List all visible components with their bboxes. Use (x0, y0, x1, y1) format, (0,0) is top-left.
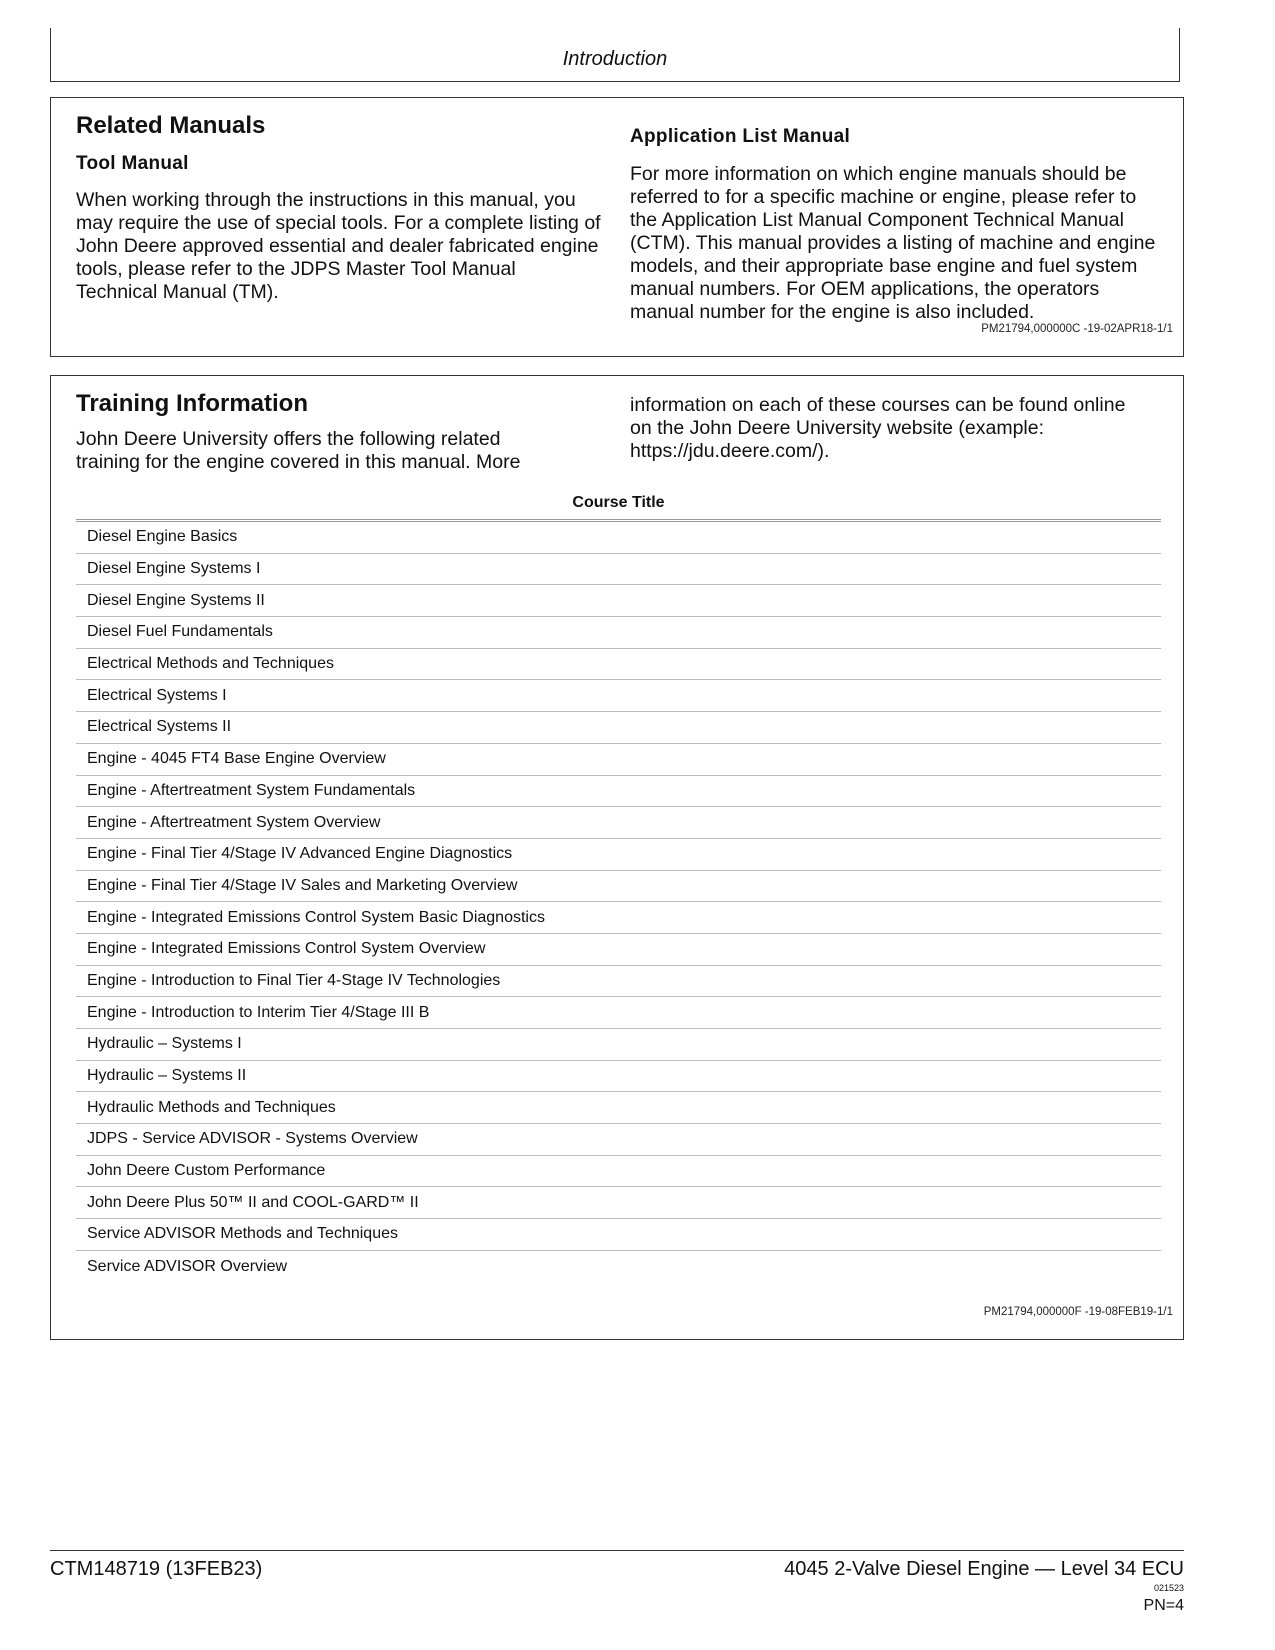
footer-page-number: PN=4 (1143, 1597, 1184, 1614)
table-row: Engine - Aftertreatment System Fundamentals (76, 776, 1161, 808)
header-title: Introduction (562, 48, 668, 70)
application-list-heading: Application List Manual (630, 126, 851, 147)
course-table-header: Course Title (572, 494, 665, 511)
training-heading: Training Information (76, 390, 308, 417)
table-row: Engine - Final Tier 4/Stage IV Advanced Engine Diagnostics (76, 839, 1161, 871)
related-right-column (630, 126, 1160, 324)
table-row: Engine - Introduction to Interim Tier 4/Stage III B (76, 997, 1161, 1029)
footer-rule (50, 1550, 1184, 1551)
footer-code: 021523 (1153, 1583, 1184, 1593)
related-left-column (76, 112, 601, 304)
table-row: John Deere Custom Performance (76, 1156, 1161, 1188)
table-row: Diesel Engine Systems I (76, 554, 1161, 586)
table-row: Electrical Methods and Techniques (76, 649, 1161, 681)
reference-code: PM21794,000000C -19-02APR18-1/1 (981, 323, 1173, 335)
table-row: Diesel Fuel Fundamentals (76, 617, 1161, 649)
footer-doc-title: 4045 2-Valve Diesel Engine — Level 34 ECU (784, 1558, 1184, 1580)
table-row: JDPS - Service ADVISOR - Systems Overview (76, 1124, 1161, 1156)
related-manuals-heading: Related Manuals (76, 112, 266, 139)
related-manuals-section (50, 97, 1184, 357)
footer-doc-id: CTM148719 (13FEB23) (50, 1558, 263, 1580)
training-left-column (76, 390, 601, 474)
table-row: Diesel Engine Basics (76, 522, 1161, 554)
table-row: Diesel Engine Systems II (76, 585, 1161, 617)
training-body-left: John Deere University offers the following related training for the engine covered in this manual. More (76, 428, 521, 473)
table-row: Hydraulic – Systems I (76, 1029, 1161, 1061)
training-information-section (50, 375, 1184, 1340)
application-list-body: For more information on which engine manuals should be referred to for a specific machine or engine, please refer to the Application List Manual Component Technical Manual (CTM). This manual provides a listing of machine and engine models, and their appropriate base engine and fuel system manual numbers. For OEM applications, the operators manual number for the engine is also included. (630, 163, 1156, 323)
table-row: Engine - Integrated Emissions Control System Overview (76, 934, 1161, 966)
page-header (50, 28, 1180, 82)
training-right-column (630, 394, 1160, 463)
table-row: Engine - Aftertreatment System Overview (76, 807, 1161, 839)
table-row: Hydraulic – Systems II (76, 1061, 1161, 1093)
table-row: Electrical Systems I (76, 680, 1161, 712)
training-body-right: information on each of these courses can be found online on the John Deere University website (example: https://jdu.deere.com/). (630, 394, 1126, 462)
table-row: Electrical Systems II (76, 712, 1161, 744)
table-row: John Deere Plus 50™ II and COOL-GARD™ II (76, 1187, 1161, 1219)
reference-code: PM21794,000000F -19-08FEB19-1/1 (983, 1306, 1173, 1318)
tool-manual-heading: Tool Manual (76, 153, 189, 174)
table-row: Service ADVISOR Methods and Techniques (76, 1219, 1161, 1251)
table-row: Engine - Introduction to Final Tier 4-Stage IV Technologies (76, 966, 1161, 998)
course-table (76, 522, 1161, 1283)
table-row: Engine - Integrated Emissions Control System Basic Diagnostics (76, 902, 1161, 934)
tool-manual-body: When working through the instructions in this manual, you may require the use of special tools. For a complete listing of John Deere approved essential and dealer fabricated engine tools, please refer to the JDPS Master Tool Manual Technical Manual (TM). (76, 189, 601, 303)
table-row: Engine - Final Tier 4/Stage IV Sales and Marketing Overview (76, 871, 1161, 903)
table-row: Engine - 4045 FT4 Base Engine Overview (76, 744, 1161, 776)
table-row: Hydraulic Methods and Techniques (76, 1092, 1161, 1124)
table-row: Service ADVISOR Overview (87, 1257, 288, 1275)
